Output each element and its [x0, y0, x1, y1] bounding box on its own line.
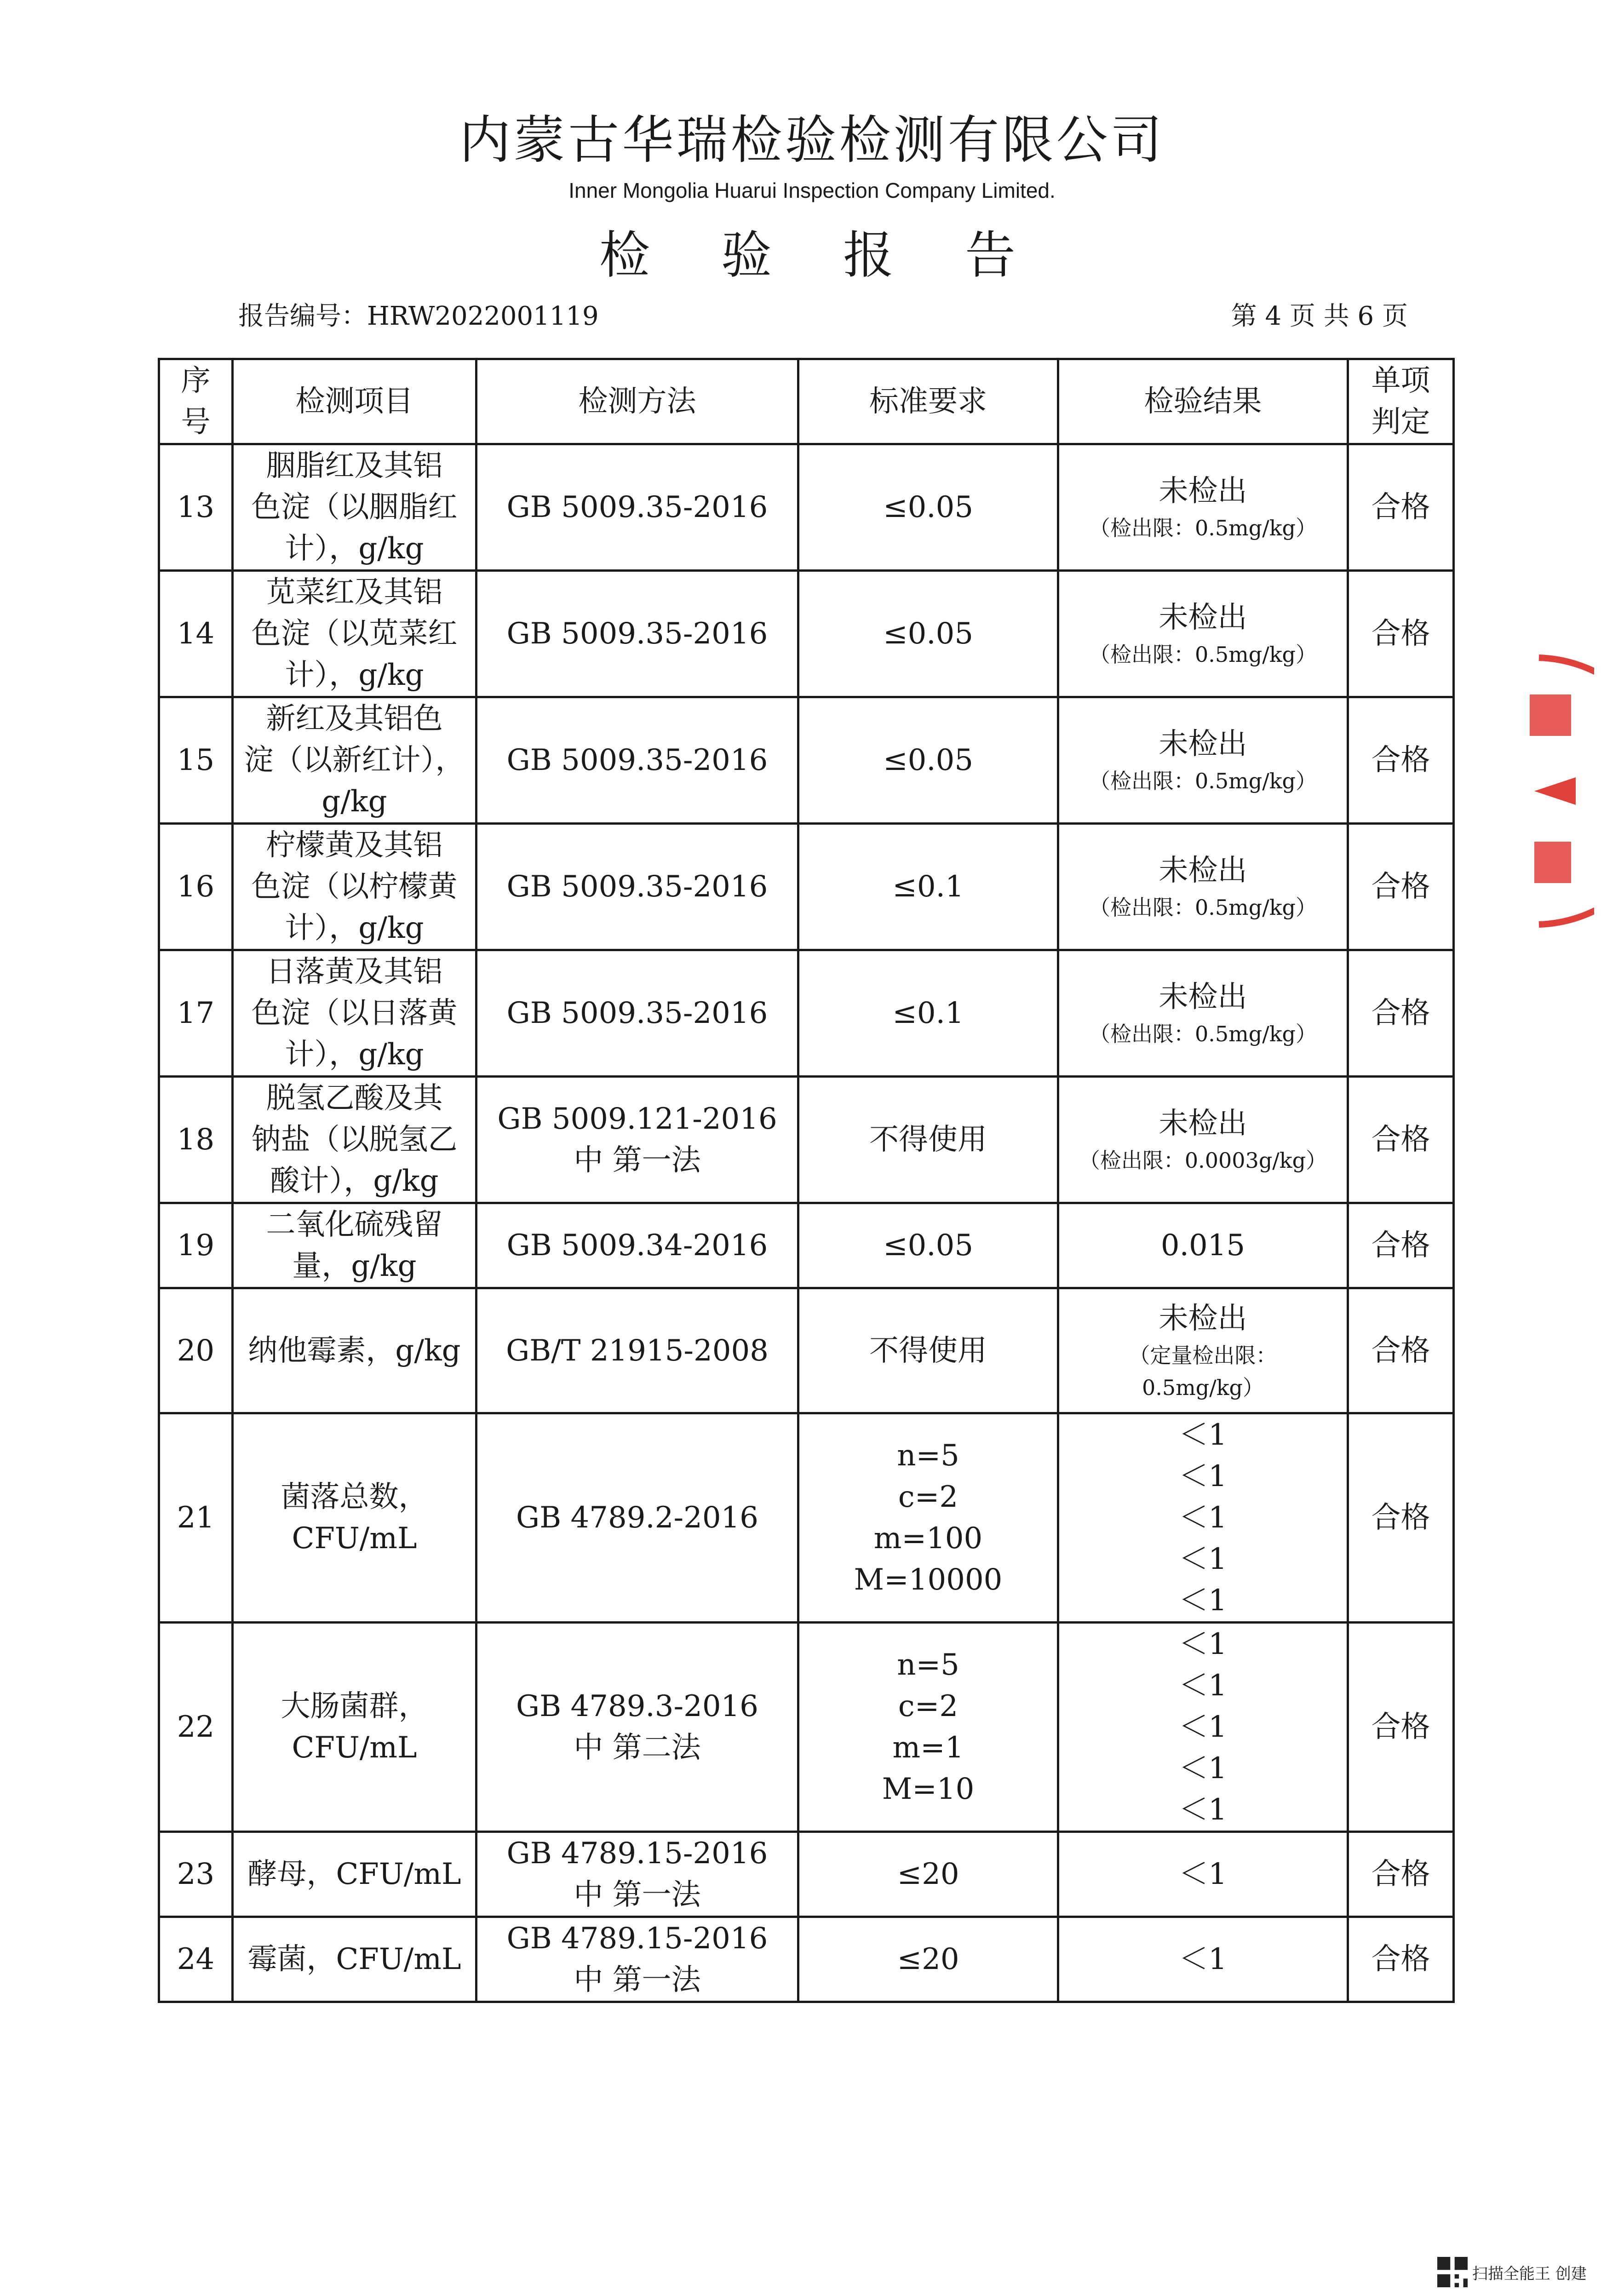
qr-code-icon — [1437, 2257, 1468, 2287]
cell-result-line: ＜1 — [1179, 1627, 1227, 1661]
cell-standard — [798, 950, 1058, 1077]
cell-method-line: GB 4789.3-2016 — [516, 1689, 758, 1723]
table-row — [159, 1203, 1454, 1288]
cell-standard — [798, 1288, 1058, 1413]
page-middle: 页 共 — [1289, 301, 1349, 331]
cell-standard-line: n=5 — [897, 1439, 959, 1473]
header-standard: 标准要求 — [798, 359, 1058, 444]
cell-standard-line: M=10 — [882, 1772, 975, 1806]
table-row — [159, 1917, 1454, 2002]
cell-judge: 合格 — [1348, 1413, 1454, 1623]
cell-method-line: 中 第一法 — [574, 1963, 701, 1997]
cell-item-line: 胭脂红及其铝 — [266, 449, 443, 483]
cell-standard-line: m=1 — [892, 1731, 964, 1765]
cell-standard — [798, 824, 1058, 950]
cell-item-line: 量，g/kg — [292, 1249, 417, 1283]
cell-method — [476, 1203, 798, 1288]
cell-item — [233, 1917, 476, 2002]
cell-method — [476, 571, 798, 697]
company-name-en: Inner Mongolia Huarui Inspection Company Limited. — [568, 178, 1056, 202]
table-header-row — [159, 359, 1454, 444]
cell-standard-line: ≤20 — [897, 1942, 959, 1976]
cell-result-line: ＜1 — [1179, 1542, 1227, 1576]
cell-method — [476, 950, 798, 1077]
header-judge-line: 判定 — [1371, 405, 1430, 439]
cell-method-line: GB 5009.35-2016 — [506, 490, 768, 524]
cell-method-line: GB/T 21915-2008 — [506, 1333, 769, 1368]
cell-seq: 19 — [159, 1203, 233, 1288]
cell-method-line: GB 5009.35-2016 — [506, 996, 768, 1030]
cell-method — [476, 444, 798, 571]
cell-item-line: CFU/mL — [292, 1521, 417, 1556]
cell-result-line: ＜1 — [1179, 1751, 1227, 1785]
cell-item-line: 淀（以新红计）， — [244, 743, 465, 777]
cell-standard — [798, 1413, 1058, 1623]
cell-item-line: 计），g/kg — [285, 911, 424, 945]
table-row — [159, 1623, 1454, 1832]
header-judge — [1348, 359, 1454, 444]
detection-limit-note: （检出限：0.5mg/kg） — [1089, 642, 1317, 667]
cell-result — [1058, 571, 1348, 697]
cell-result-line: ＜1 — [1179, 1584, 1227, 1618]
cell-result — [1058, 1077, 1348, 1203]
cell-standard — [798, 1203, 1058, 1288]
cell-method — [476, 1917, 798, 2002]
cell-result — [1058, 1917, 1348, 2002]
cell-judge: 合格 — [1348, 571, 1454, 697]
header-seq-line: 序 — [181, 364, 211, 398]
cell-result-line: 未检出 — [1159, 474, 1247, 508]
cell-method — [476, 824, 798, 950]
cell-item-line: 霉菌，CFU/mL — [247, 1942, 461, 1976]
cell-method-line: 中 第二法 — [574, 1731, 701, 1765]
cell-item-line: 计），g/kg — [285, 532, 424, 566]
cell-standard-line: ≤20 — [897, 1857, 959, 1891]
cell-result-line: ＜1 — [1179, 1418, 1227, 1452]
cell-standard-line: M=10000 — [854, 1563, 1003, 1597]
cell-standard — [798, 697, 1058, 824]
inspection-seal-stamp — [1521, 639, 1594, 943]
cell-item-line: 色淀（以日落黄 — [251, 996, 458, 1030]
cell-standard — [798, 444, 1058, 571]
cell-seq: 24 — [159, 1917, 233, 2002]
cell-result — [1058, 950, 1348, 1077]
cell-item-line: 柠檬黄及其铝 — [266, 828, 443, 862]
cell-item-line: 酸计），g/kg — [270, 1164, 439, 1198]
cell-judge: 合格 — [1348, 1288, 1454, 1413]
table-row — [159, 950, 1454, 1077]
page-indicator — [1231, 298, 1408, 335]
cell-item-line: 酵母，CFU/mL — [247, 1857, 461, 1891]
cell-result — [1058, 824, 1348, 950]
table-row — [159, 444, 1454, 571]
cell-result — [1058, 1203, 1348, 1288]
cell-seq: 17 — [159, 950, 233, 1077]
cell-item — [233, 1077, 476, 1203]
cell-result — [1058, 444, 1348, 571]
cell-seq: 13 — [159, 444, 233, 571]
cell-item — [233, 571, 476, 697]
header-judge-line: 单项 — [1371, 364, 1430, 398]
cell-seq: 14 — [159, 571, 233, 697]
cell-standard-line: c=2 — [898, 1689, 958, 1723]
page-suffix: 页 — [1382, 301, 1408, 331]
cell-method-line: GB 5009.121-2016 — [497, 1102, 777, 1136]
cell-judge: 合格 — [1348, 697, 1454, 824]
cell-item-line: 纳他霉素，g/kg — [248, 1333, 461, 1368]
cell-standard-line: ≤0.05 — [883, 490, 974, 524]
cell-method-line: GB 4789.15-2016 — [506, 1922, 768, 1956]
cell-result-line: 未检出 — [1159, 727, 1247, 761]
detection-limit-note: 0.5mg/kg） — [1142, 1375, 1264, 1400]
cell-method — [476, 1832, 798, 1917]
cell-seq: 22 — [159, 1623, 233, 1832]
cell-judge: 合格 — [1348, 444, 1454, 571]
cell-result-line: 未检出 — [1159, 1301, 1247, 1336]
cell-method-line: GB 5009.35-2016 — [506, 617, 768, 651]
cell-judge: 合格 — [1348, 1623, 1454, 1832]
results-table — [158, 358, 1455, 2003]
cell-item-line: 计），g/kg — [285, 658, 424, 692]
cell-item-line: 计），g/kg — [285, 1038, 424, 1072]
scanner-watermark — [1437, 2256, 1587, 2288]
cell-seq: 20 — [159, 1288, 233, 1413]
cell-item-line: g/kg — [321, 785, 387, 819]
cell-judge: 合格 — [1348, 824, 1454, 950]
detection-limit-note: （检出限：0.5mg/kg） — [1089, 516, 1317, 540]
cell-item-line: 色淀（以柠檬黄 — [251, 870, 458, 904]
cell-result — [1058, 1623, 1348, 1832]
table-row — [159, 1288, 1454, 1413]
cell-standard — [798, 1917, 1058, 2002]
report-title: 检 验 报 告 — [599, 226, 1043, 285]
cell-item-line: 二氧化硫残留 — [266, 1208, 443, 1242]
cell-result-line: ＜1 — [1179, 1942, 1227, 1976]
cell-seq: 21 — [159, 1413, 233, 1623]
cell-result-line: ＜1 — [1179, 1669, 1227, 1703]
cell-item — [233, 1413, 476, 1623]
cell-result — [1058, 1288, 1348, 1413]
cell-standard-line: c=2 — [898, 1480, 958, 1514]
page-total: 6 — [1357, 301, 1374, 331]
cell-result-line: 未检出 — [1159, 1107, 1247, 1141]
cell-standard-line: ≤0.05 — [883, 1228, 974, 1263]
table-row — [159, 1832, 1454, 1917]
cell-method-line: GB 5009.35-2016 — [506, 743, 768, 777]
cell-standard — [798, 1832, 1058, 1917]
cell-result-line: ＜1 — [1179, 1857, 1227, 1891]
table-row — [159, 824, 1454, 950]
cell-item-line: 大肠菌群， — [281, 1689, 428, 1723]
cell-standard-line: m=100 — [873, 1521, 983, 1556]
cell-item — [233, 1623, 476, 1832]
cell-seq: 23 — [159, 1832, 233, 1917]
cell-seq: 18 — [159, 1077, 233, 1203]
cell-method-line: GB 4789.2-2016 — [516, 1501, 758, 1535]
cell-result — [1058, 697, 1348, 824]
cell-standard-line: ≤0.05 — [883, 743, 974, 777]
page-prefix: 第 — [1231, 301, 1257, 331]
cell-standard — [798, 1077, 1058, 1203]
cell-item — [233, 1288, 476, 1413]
cell-result-line: 未检出 — [1159, 854, 1247, 888]
detection-limit-note: （检出限：0.5mg/kg） — [1089, 769, 1317, 793]
header-seq-line: 号 — [181, 405, 211, 439]
cell-result-line: 未检出 — [1159, 980, 1247, 1014]
cell-result-line: ＜1 — [1179, 1459, 1227, 1493]
header-seq — [159, 359, 233, 444]
cell-standard-line: n=5 — [897, 1648, 959, 1682]
cell-item-line: 钠盐（以脱氢乙 — [251, 1123, 458, 1157]
cell-method — [476, 1413, 798, 1623]
cell-standard-line: ≤0.1 — [892, 870, 964, 904]
cell-item-line: 日落黄及其铝 — [266, 955, 443, 989]
cell-item — [233, 444, 476, 571]
cell-item — [233, 950, 476, 1077]
cell-result-line: ＜1 — [1179, 1710, 1227, 1744]
header-method: 检测方法 — [476, 359, 798, 444]
cell-seq: 15 — [159, 697, 233, 824]
cell-item — [233, 824, 476, 950]
table-row — [159, 697, 1454, 824]
cell-judge: 合格 — [1348, 1203, 1454, 1288]
cell-item — [233, 1203, 476, 1288]
cell-item-line: 色淀（以胭脂红 — [251, 490, 458, 524]
cell-result-line: ＜1 — [1179, 1793, 1227, 1827]
cell-method-line: GB 5009.35-2016 — [506, 870, 768, 904]
cell-standard-line: ≤0.1 — [892, 996, 964, 1030]
detection-limit-note: （检出限：0.5mg/kg） — [1089, 895, 1317, 920]
cell-method-line: GB 4789.15-2016 — [506, 1837, 768, 1871]
detection-limit-note: （定量检出限： — [1129, 1343, 1277, 1368]
detection-limit-note: （检出限：0.5mg/kg） — [1089, 1022, 1317, 1046]
cell-item — [233, 697, 476, 824]
cell-method — [476, 1077, 798, 1203]
cell-judge: 合格 — [1348, 950, 1454, 1077]
table-row — [159, 1077, 1454, 1203]
cell-standard-line: 不得使用 — [869, 1123, 987, 1157]
cell-method — [476, 1623, 798, 1832]
page-current: 4 — [1265, 301, 1282, 331]
table-row — [159, 1413, 1454, 1623]
cell-result-line: ＜1 — [1179, 1501, 1227, 1535]
cell-item-line: 菌落总数， — [281, 1480, 428, 1514]
header-item: 检测项目 — [233, 359, 476, 444]
cell-item — [233, 1832, 476, 1917]
report-number: 报告编号：HRW2022001119 — [238, 301, 599, 331]
detection-limit-note: （检出限：0.0003g/kg） — [1079, 1148, 1327, 1173]
cell-method — [476, 1288, 798, 1413]
cell-method-line: 中 第一法 — [574, 1143, 701, 1177]
cell-standard — [798, 1623, 1058, 1832]
cell-result — [1058, 1832, 1348, 1917]
cell-standard-line: ≤0.05 — [883, 617, 974, 651]
cell-item-line: 脱氢乙酸及其 — [266, 1081, 443, 1115]
cell-method — [476, 697, 798, 824]
cell-method-line: 中 第一法 — [574, 1878, 701, 1912]
cell-judge: 合格 — [1348, 1832, 1454, 1917]
cell-judge: 合格 — [1348, 1917, 1454, 2002]
cell-standard — [798, 571, 1058, 697]
cell-result — [1058, 1413, 1348, 1623]
table-row — [159, 571, 1454, 697]
cell-standard-line: 不得使用 — [869, 1333, 987, 1368]
table-body — [159, 444, 1454, 2002]
cell-seq: 16 — [159, 824, 233, 950]
cell-result-line: 未检出 — [1159, 601, 1247, 635]
cell-method-line: GB 5009.34-2016 — [506, 1228, 768, 1263]
cell-result-line: 0.015 — [1160, 1228, 1245, 1263]
header-result: 检验结果 — [1058, 359, 1348, 444]
company-name-cn: 内蒙古华瑞检验检测有限公司 — [459, 110, 1165, 170]
cell-item-line: CFU/mL — [292, 1731, 417, 1765]
cell-item-line: 苋菜红及其铝 — [266, 575, 443, 609]
cell-judge: 合格 — [1348, 1077, 1454, 1203]
cell-item-line: 新红及其铝色 — [266, 702, 443, 736]
scanner-label: 扫描全能王 创建 — [1472, 2264, 1587, 2283]
cell-item-line: 色淀（以苋菜红 — [251, 617, 458, 651]
